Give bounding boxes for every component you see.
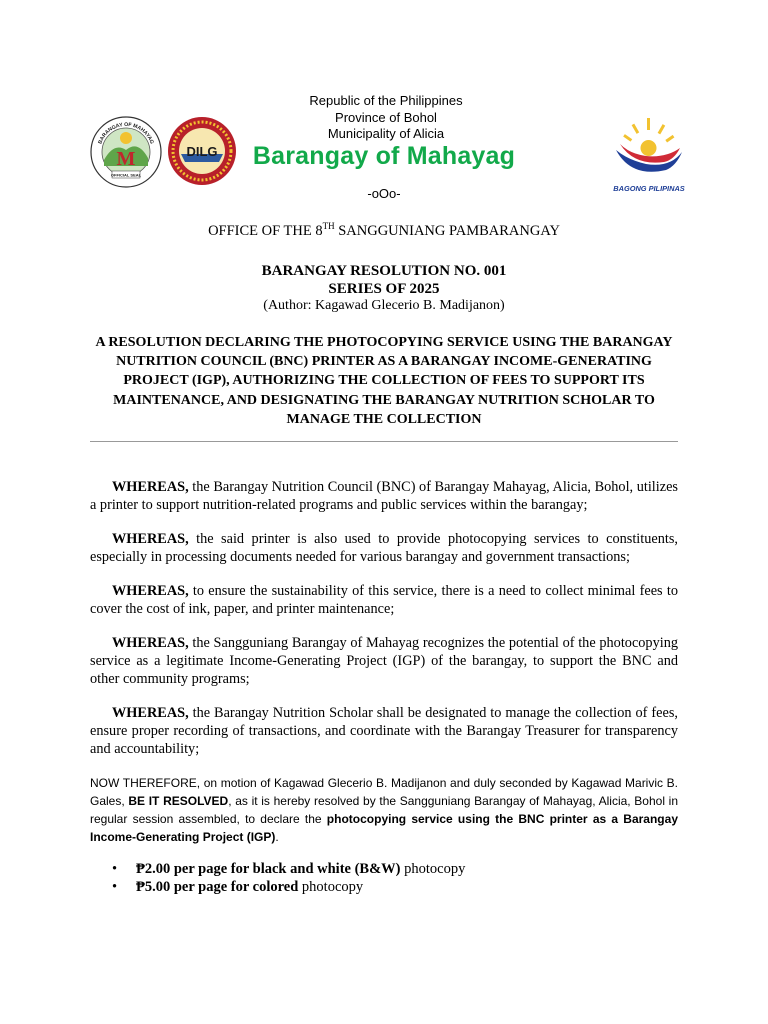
nt-part2: , as it is hereby resolved by the Sangguniang Barangay of Mahayag, Alicia, Bohol in regular session assembled, to declare the xyxy=(90,794,679,826)
whereas-lead: WHEREAS, xyxy=(112,531,189,547)
whereas-clause xyxy=(90,634,678,688)
nt-be-it-resolved: BE IT RESOLVED xyxy=(128,794,229,808)
resolution-heading xyxy=(0,262,768,298)
divider-line xyxy=(90,441,678,442)
seal-banner: OFFICIAL SEAL xyxy=(110,172,142,178)
whereas-clause xyxy=(90,582,678,618)
whereas-lead: WHEREAS, xyxy=(112,635,189,651)
nt-part3: . xyxy=(275,830,279,844)
bagong-pilipinas-logo xyxy=(606,108,692,198)
now-therefore-clause xyxy=(90,774,678,846)
republic-line: Republic of the Philippines xyxy=(309,93,463,108)
nt-declaration: photocopying service using the BNC printer as a Barangay Income-Generating Project (IGP) xyxy=(90,812,678,844)
whereas-text: the said printer is also used to provide photocopying services to constituents, especially in processing documents needed for various barangay and government transactions; xyxy=(90,531,678,565)
seal-ring-text: BARANGAY OF MAHAYAG xyxy=(97,121,155,145)
province-line: Province of Bohol xyxy=(335,109,437,125)
whereas-text: the Barangay Nutrition Council (BNC) of Barangay Mahayag, Alicia, Bohol, utilizes a printer to support nutrition-related programs and public services within the barangay; xyxy=(90,479,678,513)
office-title-sup: TH xyxy=(322,221,335,231)
office-title-post: SANGGUNIANG PAMBARANGAY xyxy=(334,222,560,239)
fee-item-colored xyxy=(112,878,678,896)
resolution-number: BARANGAY RESOLUTION NO. 001 xyxy=(261,263,507,279)
whereas-text: to ensure the sustainability of this service, there is a need to collect minimal fees to cover the cost of ink, paper, and printer maintenance; xyxy=(90,583,678,617)
bp-label: BAGONG PILIPINAS xyxy=(613,184,685,193)
whereas-clause xyxy=(90,704,678,758)
resolution-author: (Author: Kagawad Glecerio B. Madijanon) xyxy=(263,298,505,313)
fee-item-bw xyxy=(112,860,678,878)
whereas-text: the Sangguniang Barangay of Mahayag recognizes the potential of the photocopying service as a legitimate Income-Generating Project (IGP) of the barangay, to support the BNC and other community programs; xyxy=(90,635,678,687)
fee-desc: photocopy xyxy=(400,861,466,877)
bullet-dot: • xyxy=(112,861,118,877)
barangay-seal-logo xyxy=(90,116,162,188)
fee-rate: ₱5.00 per page for colored xyxy=(136,879,299,895)
dilg-logo xyxy=(167,116,237,186)
whereas-lead: WHEREAS, xyxy=(112,479,189,495)
whereas-clause xyxy=(90,530,678,566)
office-title-pre: OFFICE OF THE 8 xyxy=(208,222,323,239)
fee-desc: photocopy xyxy=(298,879,364,895)
barangay-name: Barangay of Mahayag xyxy=(252,142,516,170)
whereas-lead: WHEREAS, xyxy=(112,705,189,721)
whereas-lead: WHEREAS, xyxy=(112,583,189,599)
municipality-line: Municipality of Alicia xyxy=(327,126,445,141)
office-title xyxy=(0,221,768,240)
whereas-clause xyxy=(90,478,678,514)
whereas-text: the Barangay Nutrition Scholar shall be designated to manage the collection of fees, ensure proper recording of transactions, and coordinate with the Barangay Treasurer for transparency and accountability; xyxy=(90,705,678,757)
resolution-title: A RESOLUTION DECLARING THE PHOTOCOPYING SERVICE USING THE BARANGAY NUTRITION COUNCIL (BNC) PRINTER AS A BARANGAY INCOME-GENERATING PROJECT (IGP), AUTHORIZING THE COLLECTION OF FEES TO SUPPORT ITS MAINTENANCE, AND DESIGNATING THE BARANGAY NUTRITION SCHOLAR TO MANAGE THE COLLECTION xyxy=(95,335,673,427)
resolution-body xyxy=(90,478,678,896)
fee-list xyxy=(90,860,678,896)
nt-part1: NOW THEREFORE, on motion of Kagawad Glecerio B. Madijanon and duly seconded by Kagawad Marivic B. Gales, xyxy=(90,776,678,808)
dilg-label: DILG xyxy=(186,144,218,159)
seal-letter: M xyxy=(116,148,136,170)
letterhead-lines xyxy=(255,93,517,143)
resolution-series: SERIES OF 2025 xyxy=(328,281,440,297)
bullet-dot: • xyxy=(112,879,118,895)
fee-rate: ₱2.00 per page for black and white (B&W) xyxy=(136,861,401,877)
separator-ooo: -oOo- xyxy=(367,186,401,201)
